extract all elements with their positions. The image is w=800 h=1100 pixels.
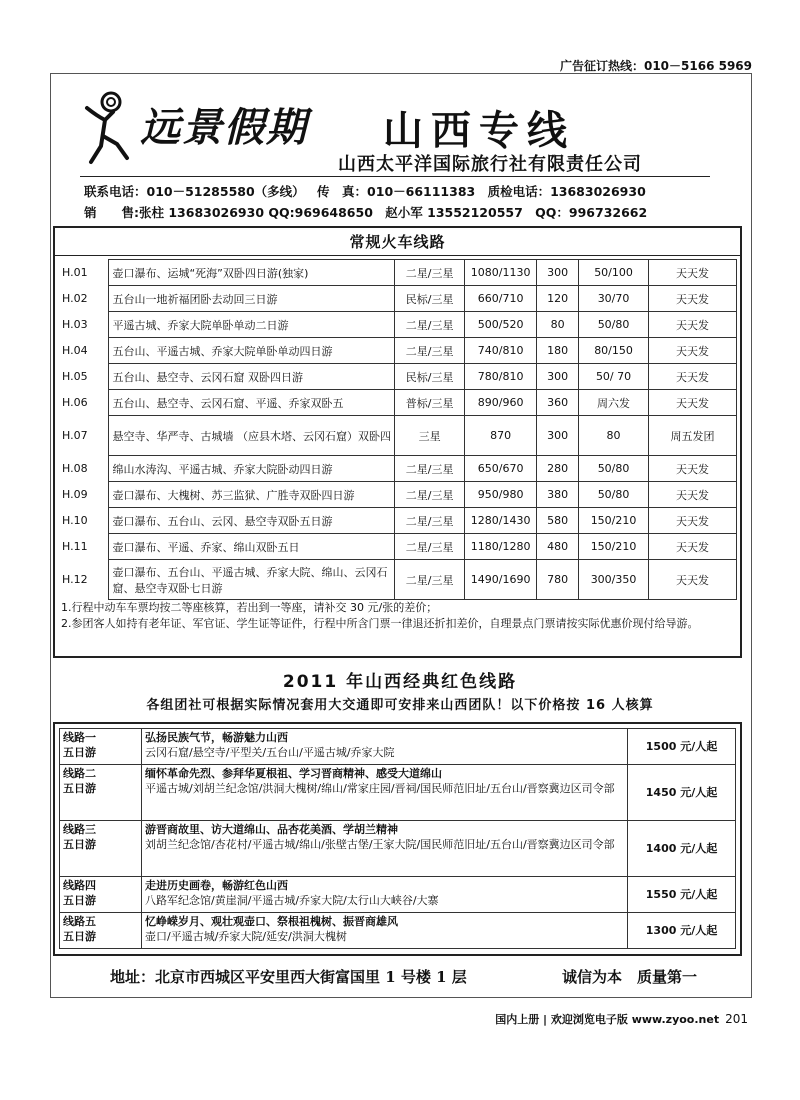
red-route-line: 线路二 <box>63 767 96 780</box>
ad-hotline: 广告征订热线：010－5166 5969 <box>559 59 752 73</box>
route-departure: 天天发 <box>649 456 737 482</box>
route-hotel-class: 二星/三星 <box>395 456 465 482</box>
route-name: 五台山、悬空寺、云冈石窟 双卧四日游 <box>109 364 395 390</box>
red-route-price: 1300 元/人起 <box>628 913 736 949</box>
address: 地址：北京市西城区平安里西大街富国里 1 号楼 1 层 <box>110 968 467 986</box>
route-single-supplement: 150/210 <box>579 508 649 534</box>
train-routes-table <box>59 259 737 600</box>
route-name: 五台山、悬空寺、云冈石窟、平遥、乔家双卧五 <box>109 390 395 416</box>
red-route-description <box>142 913 628 949</box>
red-route-stops: 平遥古城/刘胡兰纪念馆/洪洞大槐树/绵山/常家庄园/晋祠/国民师范旧址/五台山/晋察冀边区司令部 <box>145 782 615 795</box>
route-name: 壶口瀑布、五台山、平遥古城、乔家大院、绵山、云冈石窟、悬空寺双卧七日游 <box>109 560 395 600</box>
red-route-headline: 缅怀革命先烈、参拜华夏根祖、学习晋商精神、感受大道绵山 <box>145 767 442 780</box>
route-child-price: 280 <box>537 456 579 482</box>
route-child-price: 480 <box>537 534 579 560</box>
route-child-price: 580 <box>537 508 579 534</box>
red-route-description <box>142 765 628 821</box>
route-code: H.10 <box>59 508 109 534</box>
red-route-days: 五日游 <box>63 782 96 795</box>
route-name: 壶口瀑布、大槐树、苏三监狱、广胜寺双卧四日游 <box>109 482 395 508</box>
route-departure: 天天发 <box>649 364 737 390</box>
route-code: H.03 <box>59 312 109 338</box>
route-hotel-class: 二星/三星 <box>395 534 465 560</box>
company-name: 山西太平洋国际旅行社有限责任公司 <box>338 154 642 175</box>
train-route-row <box>59 508 737 534</box>
route-single-supplement: 50/80 <box>579 312 649 338</box>
page-footer <box>495 1011 748 1027</box>
route-hotel-class: 二星/三星 <box>395 560 465 600</box>
sales-contact-2-qq: QQ：996732662 <box>535 205 648 220</box>
route-code: H.01 <box>59 260 109 286</box>
train-routes-title: 常规火车线路 <box>55 228 740 256</box>
route-hotel-class: 三星 <box>395 416 465 456</box>
red-route-stops: 壶口/平遥古城/乔家大院/延安/洪洞大槐树 <box>145 930 347 943</box>
train-notes <box>61 600 737 632</box>
red-route-line: 线路五 <box>63 915 96 928</box>
red-route-days: 五日游 <box>63 746 96 759</box>
route-single-supplement: 50/80 <box>579 482 649 508</box>
route-child-price: 180 <box>537 338 579 364</box>
train-route-row <box>59 456 737 482</box>
red-route-headline: 弘扬民族气节，畅游魅力山西 <box>145 731 288 744</box>
red-route-label <box>60 821 142 877</box>
train-note: 2.参团客人如持有老年证、军官证、学生证等证件，行程中所含门票一律退还折扣差价，自理景点门票请按实际优惠价现付给导游。 <box>61 617 699 630</box>
route-child-price: 780 <box>537 560 579 600</box>
contact-phone: 联系电话：010－51285580（多线） <box>84 184 305 199</box>
route-name: 壶口瀑布、运城“死海”双卧四日游(独家) <box>109 260 395 286</box>
route-hotel-class: 民标/三星 <box>395 364 465 390</box>
red-route-price: 1500 元/人起 <box>628 729 736 765</box>
red-route-stops: 八路军纪念馆/黄崖洞/平遥古城/乔家大院/太行山大峡谷/大寨 <box>145 894 439 907</box>
red-route-description <box>142 877 628 913</box>
route-child-price: 300 <box>537 260 579 286</box>
contact-line-2 <box>84 203 655 221</box>
route-departure: 天天发 <box>649 338 737 364</box>
red-route-line: 线路三 <box>63 823 96 836</box>
route-child-price: 360 <box>537 390 579 416</box>
route-departure: 天天发 <box>649 508 737 534</box>
train-route-row <box>59 416 737 456</box>
brand-name: 远景假期 <box>140 104 308 151</box>
train-note: 1.行程中动车车票均按二等座核算，若出到一等座，请补交 30 元/张的差价； <box>61 601 438 614</box>
red-route-days: 五日游 <box>63 930 96 943</box>
red-route-row <box>60 821 736 877</box>
red-route-days: 五日游 <box>63 894 96 907</box>
red-route-line: 线路一 <box>63 731 96 744</box>
route-name: 绵山水涛沟、平遥古城、乔家大院卧动四日游 <box>109 456 395 482</box>
red-route-label <box>60 877 142 913</box>
route-departure: 周五发团 <box>649 416 737 456</box>
route-child-price: 380 <box>537 482 579 508</box>
red-route-days: 五日游 <box>63 838 96 851</box>
page-number: 201 <box>725 1012 748 1026</box>
route-price: 1180/1280 <box>465 534 537 560</box>
route-price: 870 <box>465 416 537 456</box>
route-single-supplement: 50/80 <box>579 456 649 482</box>
red-route-price: 1550 元/人起 <box>628 877 736 913</box>
red-route-label <box>60 765 142 821</box>
route-price: 500/520 <box>465 312 537 338</box>
red-route-label <box>60 729 142 765</box>
route-name: 壶口瀑布、平遥、乔家、绵山双卧五日 <box>109 534 395 560</box>
route-name: 壶口瀑布、五台山、云冈、悬空寺双卧五日游 <box>109 508 395 534</box>
red-route-row <box>60 765 736 821</box>
route-single-supplement: 80 <box>579 416 649 456</box>
contact-qc-phone: 质检电话：13683026930 <box>487 184 646 199</box>
dancing-figure-logo-icon <box>83 86 133 166</box>
train-routes-section <box>53 226 742 658</box>
train-route-row <box>59 286 737 312</box>
route-hotel-class: 二星/三星 <box>395 508 465 534</box>
route-name: 悬空寺、华严寺、古城墙 （应县木塔、云冈石窟）双卧四 <box>109 416 395 456</box>
red-route-line: 线路四 <box>63 879 96 892</box>
header-divider <box>80 176 710 177</box>
route-code: H.05 <box>59 364 109 390</box>
route-single-supplement: 150/210 <box>579 534 649 560</box>
route-code: H.06 <box>59 390 109 416</box>
route-hotel-class: 二星/三星 <box>395 338 465 364</box>
red-route-headline: 游晋商故里、访大道绵山、品杏花美酒、学胡兰精神 <box>145 823 398 836</box>
route-single-supplement: 50/ 70 <box>579 364 649 390</box>
red-route-row <box>60 729 736 765</box>
route-departure: 天天发 <box>649 390 737 416</box>
train-route-row <box>59 560 737 600</box>
train-route-row <box>59 390 737 416</box>
red-routes-table <box>59 728 736 949</box>
route-single-supplement: 30/70 <box>579 286 649 312</box>
route-code: H.12 <box>59 560 109 600</box>
route-name: 五台山、平遥古城、乔家大院单卧单动四日游 <box>109 338 395 364</box>
route-code: H.02 <box>59 286 109 312</box>
route-child-price: 120 <box>537 286 579 312</box>
route-code: H.11 <box>59 534 109 560</box>
red-routes-subtitle: 各组团社可根据实际情况套用大交通即可安排来山西团队！以下价格按 16 人核算 <box>146 698 654 713</box>
route-hotel-class: 二星/三星 <box>395 312 465 338</box>
sales-contact-2: 赵小军 13552120557 <box>385 205 523 220</box>
route-price: 950/980 <box>465 482 537 508</box>
route-price: 650/670 <box>465 456 537 482</box>
route-departure: 天天发 <box>649 534 737 560</box>
route-price: 740/810 <box>465 338 537 364</box>
route-code: H.09 <box>59 482 109 508</box>
route-hotel-class: 二星/三星 <box>395 482 465 508</box>
route-price: 660/710 <box>465 286 537 312</box>
route-name: 五台山一地祈福团卧去动回三日游 <box>109 286 395 312</box>
route-price: 780/810 <box>465 364 537 390</box>
footer-text: 国内上册 | 欢迎浏览电子版 www.zyoo.net <box>495 1013 720 1026</box>
red-route-headline: 走进历史画卷，畅游红色山西 <box>145 879 288 892</box>
route-price: 890/960 <box>465 390 537 416</box>
route-single-supplement: 周六发 <box>579 390 649 416</box>
train-route-row <box>59 534 737 560</box>
red-route-row <box>60 913 736 949</box>
train-route-row <box>59 312 737 338</box>
train-route-row <box>59 338 737 364</box>
route-departure: 天天发 <box>649 482 737 508</box>
route-name: 平遥古城、乔家大院单卧单动二日游 <box>109 312 395 338</box>
special-line-title: 山西专线 <box>383 107 575 154</box>
route-departure: 天天发 <box>649 560 737 600</box>
route-hotel-class: 普标/三星 <box>395 390 465 416</box>
route-departure: 天天发 <box>649 260 737 286</box>
red-route-description <box>142 821 628 877</box>
sales-contact-1: 销 售:张柱 13683026930 QQ:969648650 <box>84 205 373 220</box>
route-departure: 天天发 <box>649 312 737 338</box>
red-route-description <box>142 729 628 765</box>
red-route-label <box>60 913 142 949</box>
route-code: H.07 <box>59 416 109 456</box>
red-route-headline: 忆峥嵘岁月、观壮观壶口、祭根祖槐树、振晋商雄风 <box>145 915 398 928</box>
red-route-price: 1450 元/人起 <box>628 765 736 821</box>
route-hotel-class: 二星/三星 <box>395 260 465 286</box>
route-child-price: 300 <box>537 416 579 456</box>
train-route-row <box>59 482 737 508</box>
route-child-price: 300 <box>537 364 579 390</box>
train-route-row <box>59 364 737 390</box>
contact-line-1 <box>84 182 654 200</box>
route-code: H.08 <box>59 456 109 482</box>
route-single-supplement: 80/150 <box>579 338 649 364</box>
route-price: 1080/1130 <box>465 260 537 286</box>
route-child-price: 80 <box>537 312 579 338</box>
motto: 诚信为本 质量第一 <box>562 968 698 986</box>
route-price: 1280/1430 <box>465 508 537 534</box>
red-route-price: 1400 元/人起 <box>628 821 736 877</box>
route-price: 1490/1690 <box>465 560 537 600</box>
route-code: H.04 <box>59 338 109 364</box>
red-route-stops: 云冈石窟/悬空寺/平型关/五台山/平遥古城/乔家大院 <box>145 746 395 759</box>
route-single-supplement: 50/100 <box>579 260 649 286</box>
route-single-supplement: 300/350 <box>579 560 649 600</box>
route-hotel-class: 民标/三星 <box>395 286 465 312</box>
red-routes-title: 2011 年山西经典红色线路 <box>282 672 518 692</box>
contact-fax: 传 真：010－66111383 <box>317 184 476 199</box>
train-route-row <box>59 260 737 286</box>
red-route-row <box>60 877 736 913</box>
red-route-stops: 刘胡兰纪念馆/杏花村/平遥古城/绵山/张壁古堡/王家大院/国民师范旧址/五台山/晋察冀边区司令部 <box>145 838 615 851</box>
route-departure: 天天发 <box>649 286 737 312</box>
red-routes-section <box>53 722 742 956</box>
